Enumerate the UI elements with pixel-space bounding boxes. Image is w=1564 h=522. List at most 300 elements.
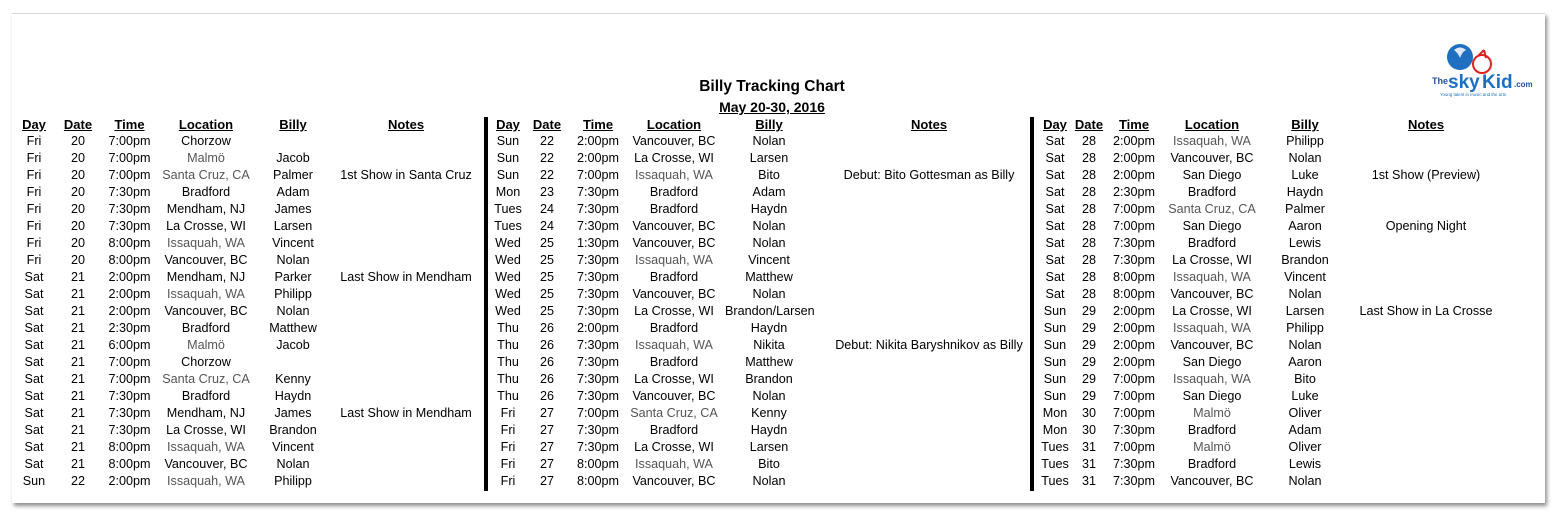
cell-location: Santa Cruz, CA xyxy=(162,372,250,386)
cell-location: Santa Cruz, CA xyxy=(162,168,250,182)
page-subtitle: May 20-30, 2016 xyxy=(719,99,825,115)
cell-notes: Debut: Bito Gottesman as Billy xyxy=(843,168,1015,182)
cell-time: 8:00pm xyxy=(108,457,151,471)
logo-word-the: The xyxy=(1432,76,1449,86)
cell-date: 21 xyxy=(70,457,85,471)
cell-time: 7:30pm xyxy=(576,440,619,454)
cell-billy: Aaron xyxy=(1288,219,1322,233)
cell-day: Sun xyxy=(1043,304,1067,318)
cell-billy: Nolan xyxy=(1288,474,1322,488)
cell-date: 21 xyxy=(70,355,85,369)
cell-billy: Vincent xyxy=(272,440,314,454)
section-divider-1 xyxy=(484,117,488,491)
cell-location: La Crosse, WI xyxy=(634,151,714,165)
cell-date: 21 xyxy=(70,406,85,420)
cell-location: Mendham, NJ xyxy=(166,270,246,284)
cell-day: Sun xyxy=(1043,355,1067,369)
cell-day: Wed xyxy=(495,287,521,301)
header-day: Day xyxy=(1043,117,1067,132)
cell-location: Vancouver, BC xyxy=(632,236,716,250)
cell-billy: Nikita xyxy=(753,338,785,352)
cell-time: 7:00pm xyxy=(576,168,619,182)
cell-date: 28 xyxy=(1081,185,1096,199)
cell-location: Vancouver, BC xyxy=(632,219,716,233)
cell-location: Bradford xyxy=(1187,457,1237,471)
cell-billy: James xyxy=(274,406,312,420)
cell-date: 21 xyxy=(70,287,85,301)
cell-date: 28 xyxy=(1081,134,1096,148)
cell-date: 26 xyxy=(539,338,554,352)
cell-billy: Jacob xyxy=(276,338,310,352)
cell-location: San Diego xyxy=(1182,219,1242,233)
cell-time: 6:00pm xyxy=(108,338,151,352)
logo-tagline: Young talent in music and the arts xyxy=(1440,92,1506,97)
cell-time: 7:00pm xyxy=(1112,372,1155,386)
cell-notes: Opening Night xyxy=(1385,219,1467,233)
cell-day: Mon xyxy=(1042,423,1068,437)
cell-location: Vancouver, BC xyxy=(632,134,716,148)
header-day: Day xyxy=(496,117,520,132)
cell-day: Wed xyxy=(495,253,521,267)
cell-time: 8:00pm xyxy=(108,253,151,267)
cell-day: Sat xyxy=(1045,270,1065,284)
cell-day: Fri xyxy=(26,168,42,182)
header-billy: Billy xyxy=(755,117,783,132)
cell-date: 23 xyxy=(539,185,554,199)
cell-time: 7:30pm xyxy=(108,389,151,403)
cell-day: Sat xyxy=(1045,202,1065,216)
cell-day: Tues xyxy=(1041,474,1069,488)
cell-location: Vancouver, BC xyxy=(164,457,248,471)
cell-location: Issaquah, WA xyxy=(1173,270,1251,284)
cell-date: 20 xyxy=(70,134,85,148)
cell-billy: Lewis xyxy=(1288,236,1322,250)
cell-date: 28 xyxy=(1081,236,1096,250)
cell-time: 7:30pm xyxy=(1112,236,1155,250)
cell-date: 20 xyxy=(70,219,85,233)
cell-location: Bradford xyxy=(649,185,699,199)
cell-location: San Diego xyxy=(1182,168,1242,182)
cell-location: Bradford xyxy=(181,389,231,403)
cell-day: Fri xyxy=(26,219,42,233)
header-date: Date xyxy=(63,117,93,132)
cell-location: Bradford xyxy=(649,423,699,437)
cell-day: Fri xyxy=(26,134,42,148)
cell-day: Sat xyxy=(24,406,44,420)
cell-date: 29 xyxy=(1081,304,1096,318)
cell-date: 26 xyxy=(539,389,554,403)
cell-time: 7:00pm xyxy=(1112,440,1155,454)
cell-billy: Matthew xyxy=(745,270,793,284)
cell-date: 24 xyxy=(539,219,554,233)
cell-time: 8:00pm xyxy=(1112,287,1155,301)
cell-date: 21 xyxy=(70,423,85,437)
cell-billy: Lewis xyxy=(1288,457,1322,471)
cell-billy: Nolan xyxy=(276,304,310,318)
cell-date: 21 xyxy=(70,389,85,403)
cell-time: 8:00pm xyxy=(576,457,619,471)
cell-day: Sat xyxy=(1045,287,1065,301)
cell-location: San Diego xyxy=(1182,389,1242,403)
cell-location: Issaquah, WA xyxy=(167,236,245,250)
cell-billy: Nolan xyxy=(752,219,786,233)
cell-date: 27 xyxy=(539,474,554,488)
cell-date: 22 xyxy=(539,168,554,182)
cell-date: 21 xyxy=(70,270,85,284)
cell-time: 2:00pm xyxy=(1112,321,1155,335)
cell-day: Sat xyxy=(24,304,44,318)
cell-time: 7:00pm xyxy=(108,372,151,386)
cell-day: Fri xyxy=(26,151,42,165)
cell-billy: Nolan xyxy=(1288,287,1322,301)
cell-day: Sat xyxy=(1045,185,1065,199)
cell-date: 25 xyxy=(539,253,554,267)
cell-location: La Crosse, WI xyxy=(166,219,246,233)
cell-time: 7:00pm xyxy=(108,151,151,165)
cell-time: 7:30pm xyxy=(576,304,619,318)
cell-time: 7:30pm xyxy=(576,253,619,267)
cell-date: 28 xyxy=(1081,151,1096,165)
header-date: Date xyxy=(532,117,562,132)
cell-billy: Vincent xyxy=(748,253,790,267)
header-location: Location xyxy=(178,117,234,132)
logo-suffix: .com xyxy=(1514,80,1533,89)
cell-location: La Crosse, WI xyxy=(166,423,246,437)
cell-location: Issaquah, WA xyxy=(635,338,713,352)
cell-billy: Brandon/Larsen xyxy=(725,304,815,318)
cell-day: Thu xyxy=(497,355,519,369)
cell-location: Issaquah, WA xyxy=(167,440,245,454)
cell-day: Sat xyxy=(24,338,44,352)
cell-date: 28 xyxy=(1081,253,1096,267)
cell-date: 21 xyxy=(70,304,85,318)
cell-day: Fri xyxy=(26,202,42,216)
cell-time: 7:30pm xyxy=(576,219,619,233)
cell-time: 2:00pm xyxy=(576,134,619,148)
cell-billy: Vincent xyxy=(1284,270,1326,284)
cell-time: 7:00pm xyxy=(1112,389,1155,403)
cell-day: Thu xyxy=(497,372,519,386)
cell-date: 30 xyxy=(1081,423,1096,437)
cell-date: 29 xyxy=(1081,355,1096,369)
cell-day: Sat xyxy=(24,440,44,454)
cell-location: San Diego xyxy=(1182,355,1242,369)
cell-billy: Philipp xyxy=(274,287,312,301)
cell-time: 7:00pm xyxy=(576,406,619,420)
cell-time: 7:30pm xyxy=(576,338,619,352)
cell-billy: Nolan xyxy=(752,474,786,488)
header-date: Date xyxy=(1074,117,1104,132)
cell-location: Mendham, NJ xyxy=(166,406,246,420)
cell-day: Thu xyxy=(497,321,519,335)
cell-time: 7:30pm xyxy=(108,406,151,420)
cell-date: 21 xyxy=(70,440,85,454)
cell-day: Mon xyxy=(495,185,521,199)
cell-time: 7:00pm xyxy=(1112,202,1155,216)
cell-billy: Larsen xyxy=(273,219,313,233)
document-sheet xyxy=(12,13,1545,503)
cell-day: Fri xyxy=(26,236,42,250)
cell-billy: Nolan xyxy=(276,253,310,267)
cell-time: 2:00pm xyxy=(108,270,151,284)
cell-billy: Haydn xyxy=(750,202,788,216)
cell-billy: Parker xyxy=(274,270,312,284)
cell-billy: Palmer xyxy=(1285,202,1325,216)
cell-day: Sat xyxy=(1045,219,1065,233)
cell-location: Issaquah, WA xyxy=(1173,321,1251,335)
cell-date: 22 xyxy=(539,151,554,165)
header-notes: Notes xyxy=(910,117,948,132)
cell-billy: Nolan xyxy=(1288,338,1322,352)
cell-time: 7:30pm xyxy=(576,423,619,437)
cell-location: Bradford xyxy=(1187,185,1237,199)
cell-time: 2:00pm xyxy=(108,287,151,301)
cell-billy: Brandon xyxy=(1281,253,1329,267)
cell-date: 28 xyxy=(1081,219,1096,233)
cell-location: Issaquah, WA xyxy=(635,253,713,267)
cell-location: Santa Cruz, CA xyxy=(1168,202,1256,216)
cell-location: Mendham, NJ xyxy=(166,202,246,216)
cell-location: Malmö xyxy=(187,338,225,352)
cell-location: Vancouver, BC xyxy=(164,253,248,267)
cell-billy: Nolan xyxy=(752,389,786,403)
cell-location: Issaquah, WA xyxy=(167,474,245,488)
cell-time: 2:00pm xyxy=(576,151,619,165)
cell-location: Issaquah, WA xyxy=(167,287,245,301)
cell-time: 2:00pm xyxy=(576,321,619,335)
cell-billy: Nolan xyxy=(752,287,786,301)
cell-day: Thu xyxy=(497,338,519,352)
cell-billy: Haydn xyxy=(1286,185,1324,199)
cell-notes: Last Show in Mendham xyxy=(340,270,472,284)
cell-time: 1:30pm xyxy=(576,236,619,250)
cell-day: Sat xyxy=(1045,253,1065,267)
logo-word-sky: sky xyxy=(1448,72,1480,93)
cell-location: La Crosse, WI xyxy=(634,372,714,386)
cell-date: 20 xyxy=(70,151,85,165)
cell-day: Sat xyxy=(1045,236,1065,250)
cell-billy: Luke xyxy=(1291,389,1319,403)
header-time: Time xyxy=(114,117,145,132)
cell-billy: Brandon xyxy=(269,423,317,437)
cell-location: Issaquah, WA xyxy=(1173,372,1251,386)
cell-billy: Bito xyxy=(758,168,780,182)
cell-time: 2:30pm xyxy=(108,321,151,335)
cell-day: Sun xyxy=(1043,338,1067,352)
cell-location: Chorzow xyxy=(181,134,231,148)
cell-billy: Brandon xyxy=(745,372,793,386)
header-billy: Billy xyxy=(1291,117,1319,132)
cell-billy: Haydn xyxy=(274,389,312,403)
cell-day: Fri xyxy=(26,253,42,267)
cell-time: 2:00pm xyxy=(1112,304,1155,318)
cell-day: Tues xyxy=(494,219,522,233)
cell-location: Malmö xyxy=(1193,406,1231,420)
cell-billy: Adam xyxy=(1288,423,1322,437)
cell-time: 8:00pm xyxy=(576,474,619,488)
cell-time: 2:00pm xyxy=(1112,355,1155,369)
cell-location: Vancouver, BC xyxy=(632,287,716,301)
cell-time: 2:30pm xyxy=(1112,185,1155,199)
cell-date: 27 xyxy=(539,457,554,471)
cell-day: Sat xyxy=(24,270,44,284)
cell-time: 7:30pm xyxy=(1112,423,1155,437)
cell-billy: Bito xyxy=(1294,372,1316,386)
cell-day: Tues xyxy=(1041,457,1069,471)
cell-location: La Crosse, WI xyxy=(634,440,714,454)
cell-day: Wed xyxy=(495,304,521,318)
header-location: Location xyxy=(1184,117,1240,132)
cell-location: Issaquah, WA xyxy=(635,168,713,182)
cell-notes: Last Show in Mendham xyxy=(340,406,472,420)
cell-billy: Adam xyxy=(752,185,786,199)
cell-billy: Kenny xyxy=(275,372,311,386)
cell-day: Sat xyxy=(24,355,44,369)
cell-time: 7:00pm xyxy=(1112,219,1155,233)
cell-location: Bradford xyxy=(649,270,699,284)
cell-day: Sat xyxy=(24,457,44,471)
cell-time: 8:00pm xyxy=(1112,270,1155,284)
cell-day: Sun xyxy=(22,474,46,488)
cell-billy: Nolan xyxy=(752,236,786,250)
cell-day: Tues xyxy=(1041,440,1069,454)
cell-date: 28 xyxy=(1081,202,1096,216)
cell-billy: Philipp xyxy=(1286,134,1324,148)
cell-date: 29 xyxy=(1081,389,1096,403)
cell-location: Issaquah, WA xyxy=(1173,134,1251,148)
cell-location: Vancouver, BC xyxy=(1170,287,1254,301)
cell-location: Issaquah, WA xyxy=(635,457,713,471)
header-time: Time xyxy=(582,117,614,132)
cell-date: 27 xyxy=(539,440,554,454)
cell-location: Bradford xyxy=(1187,236,1237,250)
cell-date: 20 xyxy=(70,202,85,216)
cell-day: Wed xyxy=(495,236,521,250)
cell-billy: Aaron xyxy=(1288,355,1322,369)
cell-time: 2:00pm xyxy=(108,304,151,318)
cell-date: 21 xyxy=(70,321,85,335)
cell-billy: Larsen xyxy=(749,440,789,454)
cell-location: Bradford xyxy=(649,321,699,335)
cell-billy: Nolan xyxy=(276,457,310,471)
cell-day: Fri xyxy=(500,423,516,437)
cell-day: Sat xyxy=(1045,134,1065,148)
cell-date: 25 xyxy=(539,270,554,284)
cell-location: Vancouver, BC xyxy=(1170,474,1254,488)
header-location: Location xyxy=(646,117,702,132)
cell-date: 21 xyxy=(70,372,85,386)
cell-location: Vancouver, BC xyxy=(632,474,716,488)
cell-billy: Nolan xyxy=(752,134,786,148)
cell-billy: Oliver xyxy=(1288,440,1322,454)
cell-time: 7:30pm xyxy=(1112,457,1155,471)
cell-date: 20 xyxy=(70,253,85,267)
cell-time: 7:00pm xyxy=(1112,406,1155,420)
cell-day: Sun xyxy=(496,168,520,182)
cell-date: 25 xyxy=(539,304,554,318)
cell-time: 7:30pm xyxy=(1112,474,1155,488)
cell-time: 2:00pm xyxy=(1112,338,1155,352)
cell-time: 7:30pm xyxy=(576,202,619,216)
cell-notes: Last Show in La Crosse xyxy=(1359,304,1493,318)
cell-day: Sat xyxy=(24,321,44,335)
cell-date: 20 xyxy=(70,168,85,182)
skykid-logo xyxy=(1430,38,1535,100)
cell-time: 7:30pm xyxy=(576,185,619,199)
cell-time: 7:30pm xyxy=(108,185,151,199)
cell-time: 8:00pm xyxy=(108,236,151,250)
cell-billy: Oliver xyxy=(1288,406,1322,420)
cell-location: Bradford xyxy=(181,185,231,199)
cell-location: La Crosse, WI xyxy=(634,304,714,318)
cell-day: Sat xyxy=(1045,151,1065,165)
cell-time: 2:00pm xyxy=(108,474,151,488)
cell-location: Vancouver, BC xyxy=(1170,151,1254,165)
cell-billy: Larsen xyxy=(1285,304,1325,318)
cell-day: Mon xyxy=(1042,406,1068,420)
cell-day: Sat xyxy=(24,372,44,386)
cell-time: 7:30pm xyxy=(108,219,151,233)
cell-date: 26 xyxy=(539,321,554,335)
cell-date: 31 xyxy=(1081,440,1096,454)
cell-billy: James xyxy=(274,202,312,216)
cell-date: 29 xyxy=(1081,338,1096,352)
cell-notes: 1st Show (Preview) xyxy=(1371,168,1481,182)
cell-date: 22 xyxy=(70,474,85,488)
cell-date: 30 xyxy=(1081,406,1096,420)
logo-word-kid: Kid xyxy=(1482,72,1513,93)
cell-date: 21 xyxy=(70,338,85,352)
cell-day: Fri xyxy=(500,474,516,488)
cell-notes: 1st Show in Santa Cruz xyxy=(340,168,472,182)
header-notes: Notes xyxy=(387,117,425,132)
cell-billy: Adam xyxy=(276,185,310,199)
cell-location: Santa Cruz, CA xyxy=(630,406,718,420)
cell-location: Vancouver, BC xyxy=(1170,338,1254,352)
cell-billy: Philipp xyxy=(274,474,312,488)
cell-location: La Crosse, WI xyxy=(1172,253,1252,267)
cell-day: Thu xyxy=(497,389,519,403)
cell-time: 7:00pm xyxy=(108,134,151,148)
cell-location: Chorzow xyxy=(181,355,231,369)
cell-date: 27 xyxy=(539,423,554,437)
cell-date: 27 xyxy=(539,406,554,420)
cell-billy: Nolan xyxy=(1288,151,1322,165)
cell-billy: Matthew xyxy=(269,321,317,335)
cell-time: 7:30pm xyxy=(576,287,619,301)
cell-time: 7:30pm xyxy=(576,389,619,403)
cell-day: Fri xyxy=(500,440,516,454)
cell-location: Bradford xyxy=(649,355,699,369)
cell-date: 28 xyxy=(1081,270,1096,284)
cell-date: 20 xyxy=(70,236,85,250)
cell-time: 2:00pm xyxy=(1112,168,1155,182)
cell-day: Fri xyxy=(500,406,516,420)
cell-date: 31 xyxy=(1081,457,1096,471)
cell-location: Vancouver, BC xyxy=(632,389,716,403)
cell-time: 7:30pm xyxy=(108,423,151,437)
cell-date: 25 xyxy=(539,287,554,301)
cell-date: 20 xyxy=(70,185,85,199)
cell-billy: Philipp xyxy=(1286,321,1324,335)
cell-billy: Vincent xyxy=(272,236,314,250)
cell-time: 7:30pm xyxy=(576,270,619,284)
cell-date: 28 xyxy=(1081,287,1096,301)
cell-time: 7:30pm xyxy=(108,202,151,216)
cell-date: 29 xyxy=(1081,372,1096,386)
cell-date: 24 xyxy=(539,202,554,216)
cell-billy: Jacob xyxy=(276,151,310,165)
